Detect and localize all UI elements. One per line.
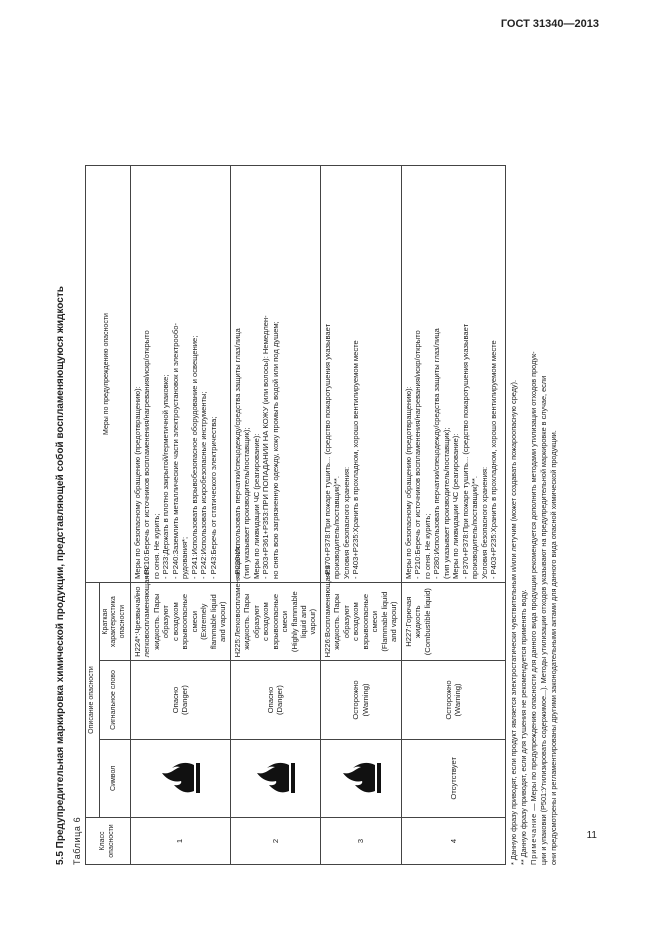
characteristic-line: жидкость. Пары образуют — [332, 593, 351, 650]
characteristic-line: смеси — [370, 611, 380, 633]
measure-line: - P370+P378:При пожаре тушить... (средство пожаротушения указывает — [460, 323, 470, 579]
characteristic-line: (Extremely flammable liquid — [199, 594, 218, 650]
measure-line: - P243:Беречь от статического электричества; — [208, 416, 218, 579]
measure-line: - P403+P235:Хранить в прохладном, хорошо вентилируемом месте — [351, 340, 361, 579]
measure-line: Условия безопасного хранения: — [341, 466, 351, 579]
measure-line: - P280:Использовать перчатки/спецодежду/средства защиты глаз/лица — [432, 328, 442, 579]
characteristic-line: H224*:Чрезвычайно — [132, 586, 142, 657]
characteristic-line: жидкость. Пары образуют — [151, 593, 171, 650]
footnote: ** Данную фразу приводят, если для тушения не рекомендуется применять воду. — [518, 589, 528, 865]
note-text-line: ции и упаковки (P501:Утилизировать содержимое...). Методы утилизации отходов указывают на предупредительной маркировке в случае, если — [539, 375, 549, 865]
characteristic-line: с воздухом взрывоопасные — [261, 593, 280, 650]
characteristic-line: с воздухом взрывоопасные — [170, 593, 190, 650]
col-header-class: Класс опасности — [85, 818, 130, 865]
measure-line: производитель/поставщик)**. — [470, 476, 480, 579]
measure-line: Меры по безопасному обращению (предотвращению): — [403, 386, 413, 579]
table-row — [320, 166, 401, 865]
symbol-cell — [230, 739, 320, 817]
measure-line: - P233:Держать в плотно закрытой/герметичной упаковке; — [161, 374, 171, 579]
measure-line: - P241:Использовать взрывобезопасное оборудование и освещение; — [189, 335, 199, 579]
measure-line: - P403+P235:Хранить в прохладном, хорошо вентилируемом месте — [489, 340, 499, 579]
signal-word-en: (Warning) — [360, 683, 370, 717]
characteristic-cell — [401, 583, 505, 661]
symbol-cell — [320, 739, 401, 817]
measure-line: Меры по безопасному обращению (предотвращению): — [132, 386, 142, 579]
characteristic-cell — [320, 565, 401, 661]
characteristic-line: смеси — [189, 611, 199, 633]
signal-word-en: (Danger) — [275, 685, 285, 715]
signal-cell — [401, 661, 505, 739]
col-header-measures: Меры по предупреждению опасности — [85, 166, 130, 583]
measure-line: но снять всю загрязненную одежду, кожу промыть водой или под душем; — [270, 321, 280, 579]
characteristic-cell — [230, 546, 320, 661]
signal-word: Осторожно — [351, 680, 361, 720]
measures-cell — [320, 166, 401, 583]
characteristic-line: and vapour) — [218, 601, 228, 642]
col-header-symbol: Символ — [99, 739, 130, 817]
note — [529, 165, 538, 865]
document-header: ГОСТ 31340—2013 — [500, 18, 599, 30]
footnotes — [509, 165, 559, 865]
table-row — [130, 166, 230, 865]
characteristic-line: легковоспламеняющаяся — [142, 567, 152, 658]
characteristic-line: H226:Воспламеняющаяся — [322, 565, 332, 658]
measure-line: го огня. Не курить; — [422, 513, 432, 579]
col-header-signal: Сигнальное слово — [99, 661, 130, 739]
signal-word: Опасно — [170, 686, 180, 714]
rotated-content — [53, 165, 608, 865]
characteristic-line: H227:Горючая жидкость — [403, 596, 423, 647]
page-number: 11 — [586, 830, 597, 841]
table-row — [401, 166, 505, 865]
signal-cell — [130, 661, 230, 739]
measure-line: - P280:Использовать перчатки/спецодежду/средства защиты глаз/лица — [232, 328, 242, 579]
characteristic-line: смеси — [280, 611, 290, 633]
measure-line: (тип указывает производитель/поставщик); — [242, 427, 252, 579]
measure-line: производитель/поставщик)**. — [332, 476, 342, 579]
measure-line: Меры по ликвидации ЧС (реагирование): — [451, 433, 461, 579]
measure-line: - P303+P361+P353:ПРИ ПОПАДАНИИ НА КОЖУ (или волосы): Немедлен- — [261, 315, 271, 579]
signal-cell — [320, 661, 401, 739]
symbol-cell: Отсутствует — [401, 739, 505, 817]
characteristic-cell — [130, 567, 230, 661]
measure-line: - P210:Беречь от источников воспламенения/нагревания/искр/открыто — [413, 330, 423, 579]
characteristic-line: vapour) — [308, 608, 318, 635]
col-header-characteristic: Краткая характеристика опасности — [99, 583, 130, 661]
flame-icon — [154, 753, 204, 803]
characteristic-line: (Highly flammable liquid and — [289, 591, 308, 653]
signal-word: Осторожно — [443, 680, 453, 720]
class-cell: 4 — [401, 818, 505, 865]
table-row — [230, 166, 320, 865]
hazard-table — [85, 165, 506, 865]
measure-line: - P240:Заземлить металлические части электроустановок и электрообо- — [170, 323, 180, 579]
characteristic-line: с воздухом взрывоопасные — [351, 593, 370, 650]
characteristic-line: (Combustible liquid) — [422, 588, 432, 656]
measure-line: - P242:Использовать искробезопасные инструменты; — [199, 391, 209, 579]
measure-line: Меры по ликвидации ЧС (реагирование): — [251, 433, 261, 579]
signal-word: Опасно — [265, 686, 275, 714]
note-label: Примечание — [529, 812, 539, 865]
characteristic-line: H225:Легковоспламеняющаяся — [232, 546, 242, 658]
signal-cell — [230, 661, 320, 739]
flame-icon — [335, 753, 385, 803]
note-text: — Меры по предупреждению опасности для данного вида продукции рекомендуется дополнить методами утилизации отходов продук- — [529, 351, 539, 813]
col-header-description: Описание опасности — [85, 583, 99, 818]
characteristic-line: (Flammable liquid and vapour) — [379, 591, 399, 652]
signal-word-en: (Danger) — [180, 685, 190, 715]
measures-cell — [130, 166, 230, 583]
class-cell: 1 — [130, 818, 230, 865]
table-label: Таблица 6 — [71, 816, 82, 865]
class-cell: 3 — [320, 818, 401, 865]
footnote: * Данную фразу приводят, если продукт является электростатически чувствительным и/или летучим (может создавать пожароопасную среду). — [508, 379, 518, 865]
section-title: 5.5 Предупредительная маркировка химической продукции, представляющей собой воспламеняющуюся жидкость — [55, 286, 66, 865]
symbol-cell — [130, 739, 230, 817]
class-cell: 2 — [230, 818, 320, 865]
measure-line: - P370+P378:При пожаре тушить... (средство пожаротушения указывает — [322, 323, 332, 579]
measure-line: го огня. Не курить; — [151, 513, 161, 579]
note-text-line: они предусмотрены и регламентированы другими законодательными актами для данного вида опасной химической продукции. — [549, 430, 559, 865]
measure-line: рудования*; — [180, 536, 190, 579]
measures-cell — [401, 166, 505, 583]
measure-line: Условия безопасного хранения: — [479, 466, 489, 579]
flame-icon — [249, 753, 299, 803]
measure-line: (тип указывает производитель/поставщик); — [441, 427, 451, 579]
measure-line: - P210:Беречь от источников воспламенения/нагревания/искр/открыто — [142, 330, 152, 579]
characteristic-line: жидкость. Пары образуют — [242, 593, 261, 650]
measures-cell — [230, 166, 320, 583]
signal-word-en: (Warning) — [453, 683, 463, 717]
